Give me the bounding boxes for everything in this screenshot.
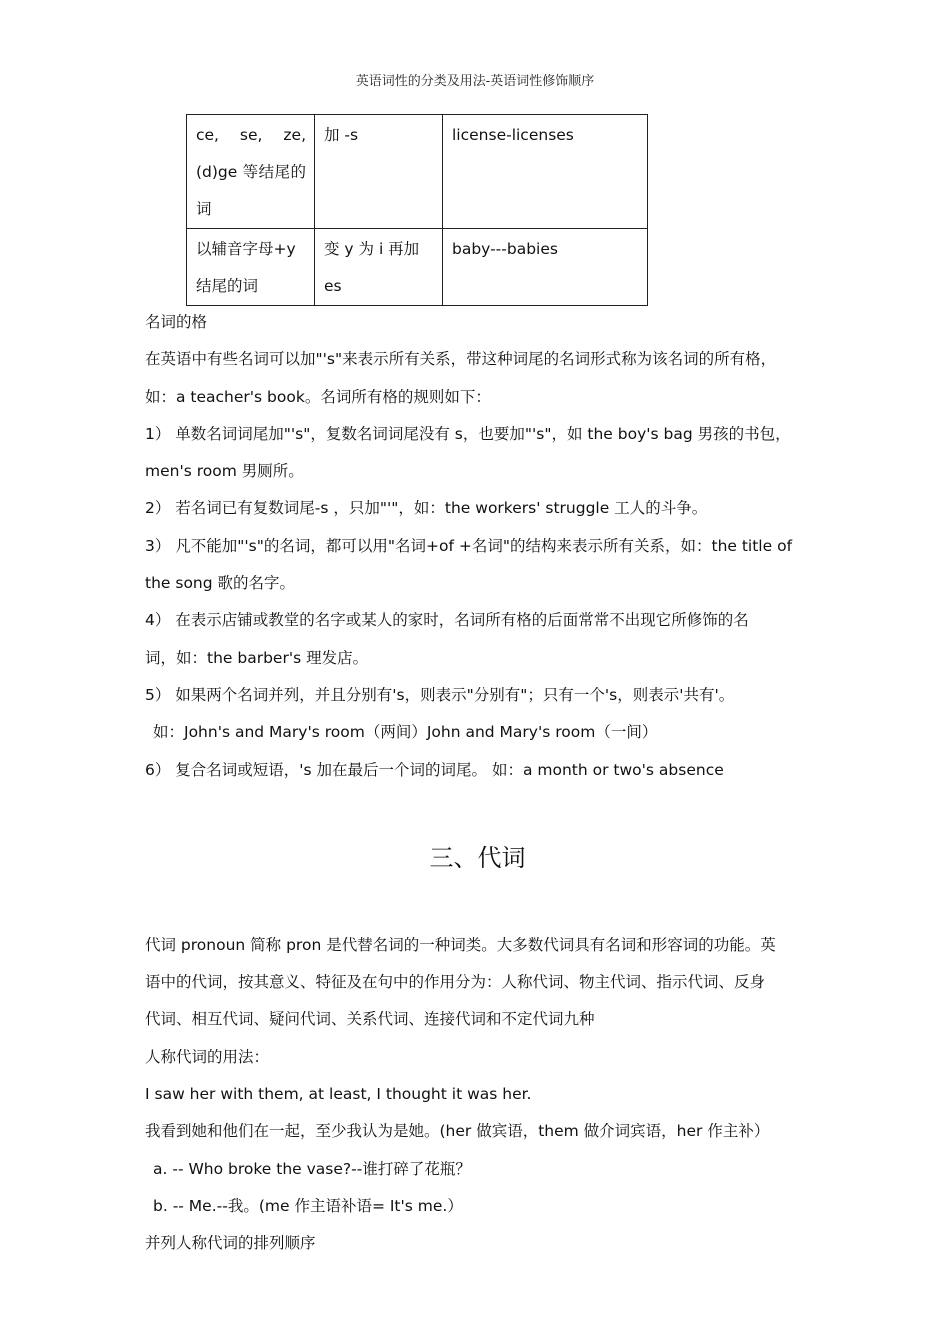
table-cell: 变 y 为 i 再加 es (315, 229, 443, 306)
rule-item: 2） 若名词已有复数词尾-s ，只加"'"，如：the workers' struggle 工人的斗争。 (145, 499, 708, 518)
paragraph: 在英语中有些名词可以加"'s"来表示所有关系，带这种词尾的名词形式称为该名词的所有格， (145, 350, 777, 369)
possessive-heading: 名词的格 (145, 313, 208, 331)
dialogue-line: a. -- Who broke the vase?--谁打碎了花瓶？ (153, 1159, 471, 1178)
example-translation: 我看到她和他们在一起，至少我认为是她。(her 做宾语，them 做介词宾语，her 作主补） (145, 1122, 770, 1141)
table-cell: license-licenses (443, 115, 648, 229)
plural-rules-table (186, 114, 648, 306)
paragraph: 代词、相互代词、疑问代词、关系代词、连接代词和不定代词九种 (145, 1010, 595, 1029)
paragraph: 代词 pronoun 简称 pron 是代替名词的一种词类。大多数代词具有名词和形容词的功能。英 (145, 935, 776, 954)
rule-item-cont: 词，如：the barber's 理发店。 (145, 648, 369, 667)
table-row (187, 229, 648, 306)
order-heading: 并列人称代词的排列顺序 (145, 1234, 316, 1253)
rule-item: 1） 单数名词词尾加"'s"，复数名词词尾没有 s，也要加"'s"，如 the boy's bag 男孩的书包， (145, 424, 791, 443)
rule-item: 5） 如果两个名词并列，并且分别有's，则表示"分别有"；只有一个's，则表示'共有'。 (145, 685, 735, 704)
table-row (187, 115, 648, 229)
table-cell: baby---babies (443, 229, 648, 306)
rule-item-cont: the song 歌的名字。 (145, 574, 296, 593)
table-cell: 以辅音字母+y 结尾的词 (187, 229, 315, 306)
paragraph: 语中的代词，按其意义、特征及在句中的作用分为：人称代词、物主代词、指示代词、反身 (145, 973, 766, 992)
document-body (145, 304, 810, 1263)
rule-item: 4） 在表示店铺或教堂的名字或某人的家时，名词所有格的后面常常不出现它所修饰的名 (145, 611, 749, 630)
section-title: 三、代词 (429, 843, 526, 872)
running-header: 英语词性的分类及用法-英语词性修饰顺序 (355, 74, 595, 89)
example-sentence: I saw her with them, at least, I thought it was her. (145, 1085, 532, 1104)
personal-pronoun-heading: 人称代词的用法： (145, 1047, 270, 1066)
table-cell: 加 -s (315, 115, 443, 229)
table-cell: ce, se, ze, (d)ge 等结尾的词 (187, 115, 315, 229)
rule-example: 如：John's and Mary's room（两间）John and Mary's room（一间） (153, 723, 658, 742)
paragraph: 如：a teacher's book。名词所有格的规则如下： (145, 387, 491, 406)
rule-item: 3） 凡不能加"'s"的名词，都可以用"名词+of +名词"的结构来表示所有关系，如：the title of (145, 536, 793, 555)
rule-item: 6） 复合名词或短语，'s 加在最后一个词的词尾。 如：a month or two's absence (145, 760, 724, 779)
rule-item-cont: men's room 男厕所。 (145, 462, 304, 481)
dialogue-line: b. -- Me.--我。(me 作主语补语= It's me.） (153, 1196, 463, 1215)
